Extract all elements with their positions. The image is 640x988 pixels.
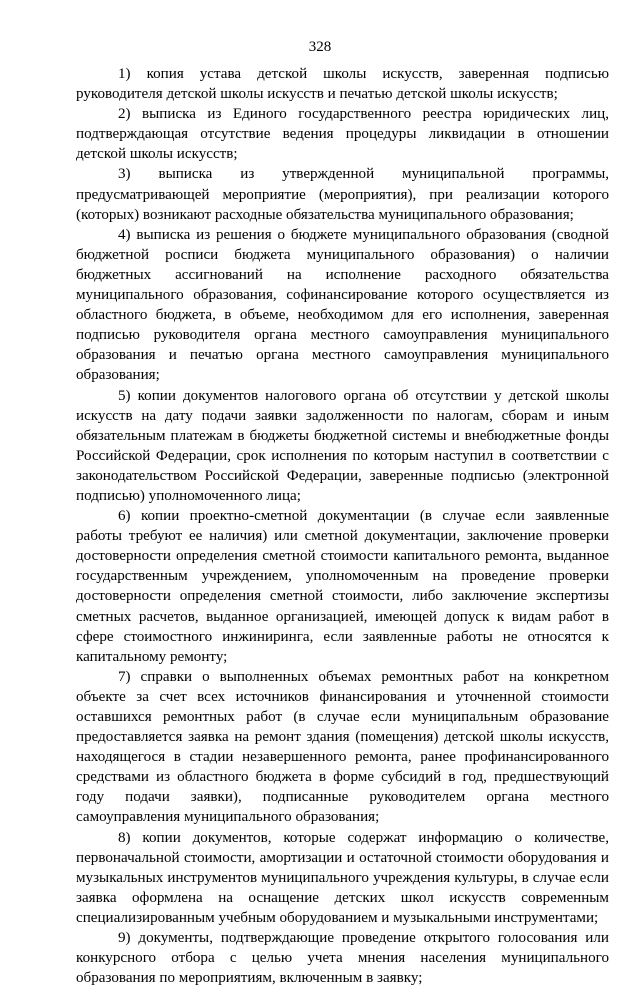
list-item: 3) выписка из утвержденной муниципальной программы, предусматривающей мероприятие (мероприятия), при реализации которого (которых) возникают расходные обязательства муниципального образования; (76, 166, 609, 223)
document-body (76, 64, 609, 988)
list-item: 5) копии документов налогового органа об отсутствии у детской школы искусств на дату подачи заявки задолженности по налогам, сборам и иным обязательным платежам в бюджеты бюджетной системы и внебюджетные фонды Российской Федерации, срок исполнения по которым наступил в соответствии с законодательством Российской Федерации, заверенные подписью (электронной подписью) уполномоченного лица; (76, 387, 609, 504)
list-item: 4) выписка из решения о бюджете муниципального образования (сводной бюджетной росписи бюджета муниципального образования) о наличии бюджетных ассигнований на исполнение расходного обязательства муниципального образования, софинансирование которого осуществляется из областного бюджета, в объеме, необходимом для его исполнения, заверенная подписью руководителя органа местного самоуправления муниципального образования и печатью органа местного самоуправления муниципального образования; (76, 226, 609, 384)
list-item: 2) выписка из Единого государственного реестра юридических лиц, подтверждающая отсутствие ведения процедуры ликвидации в отношении детской школы искусств; (76, 106, 609, 163)
list-item: 7) справки о выполненных объемах ремонтных работ на конкретном объекте за счет всех источников финансирования и уточненной стоимости оставшихся ремонтных работ (в случае если муниципальным образование предоставляется заявка на ремонт здания (помещения) детской школы искусств, находящегося в стадии незавершенного ремонта, ранее профинансированного средствами из областного бюджета в форме субсидий в год, предшествующий году подачи заявки), подписанные руководителем органа местного самоуправления муниципального образования; (76, 668, 609, 826)
page-number: 328 (308, 39, 332, 55)
list-item: 9) документы, подтверждающие проведение открытого голосования или конкурсного отбора с целью учета мнения населения муниципального образования по мероприятиям, включенным в заявку; (76, 930, 609, 987)
list-item: 1) копия устава детской школы искусств, заверенная подписью руководителя детской школы искусств и печатью детской школы искусств; (76, 66, 609, 103)
list-item: 8) копии документов, которые содержат информацию о количестве, первоначальной стоимости, амортизации и остаточной стоимости оборудования и музыкальных инструментов муниципального учреждения культуры, в случае если заявка оформлена на оснащение детских школ искусств современным специализированным учебным оборудованием и музыкальными инструментами; (76, 829, 609, 926)
list-item: 6) копии проектно-сметной документации (в случае если заявленные работы требуют ее наличия) или сметной документации, заключение проверки достоверности определения сметной стоимости капитального ремонта, выданное государственным учреждением, уполномоченным на проведение проверки достоверности определения сметной стоимости, либо заключение экспертизы сметных расчетов, выданное организацией, имеющей допуск к видам работ в сфере стоимостного инжиниринга, если заявленные работы не относятся к капитальному ремонту; (76, 508, 609, 665)
